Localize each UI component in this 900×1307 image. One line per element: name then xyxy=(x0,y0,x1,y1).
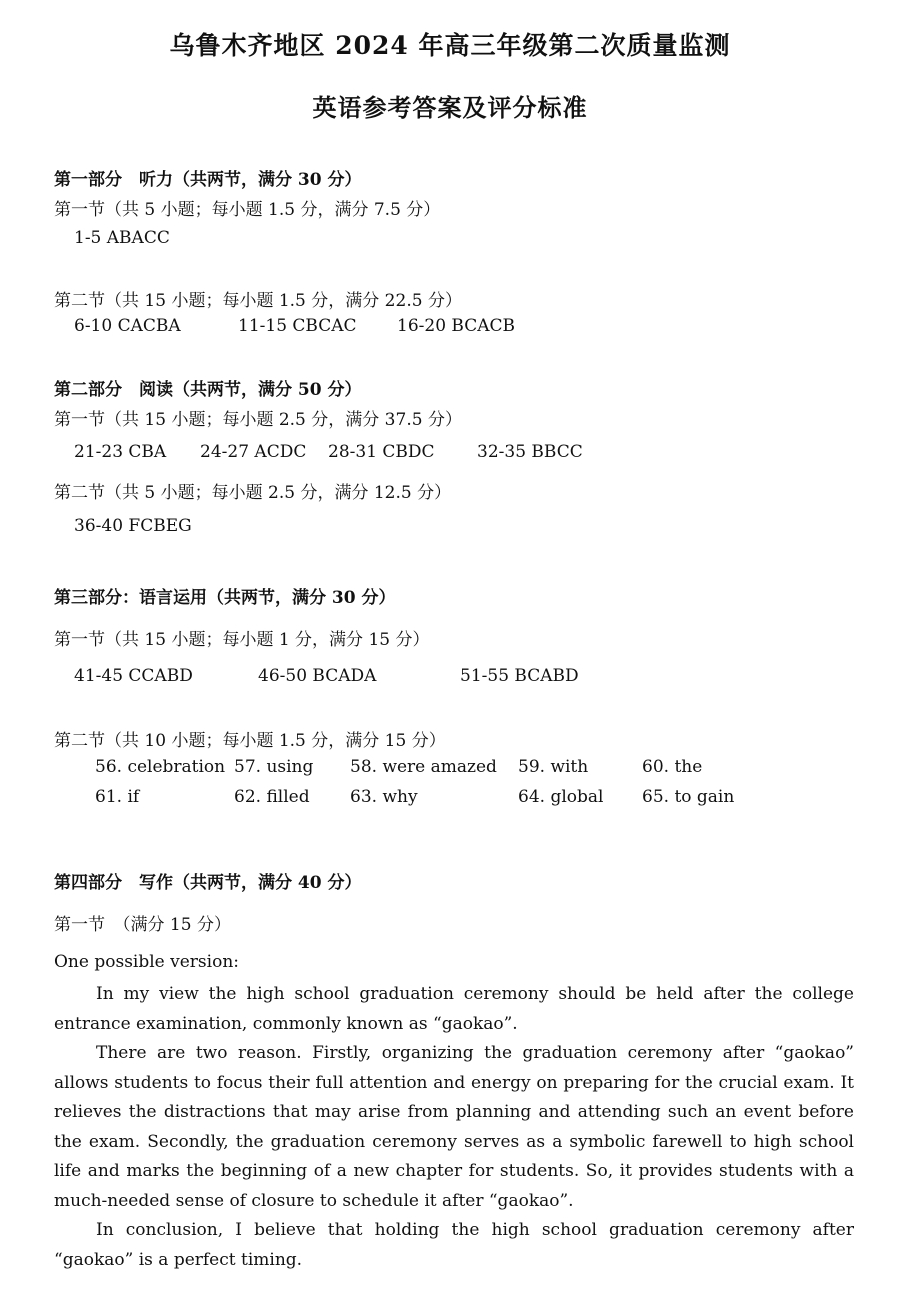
sample-essay xyxy=(54,980,854,1275)
part2-sec1-answer: 24-27 ACDC xyxy=(200,442,307,462)
part3-sec1-answer: 41-45 CCABD xyxy=(74,666,193,686)
part3-heading: 第三部分：语言运用（共两节，满分 30 分） xyxy=(54,588,396,608)
part2-sec1-answer: 21-23 CBA xyxy=(74,442,167,462)
part1-sec2-answer: 16-20 BCACB xyxy=(397,316,516,336)
part3-section2: 第二节（共 10 小题；每小题 1.5 分，满分 15 分） xyxy=(54,731,446,751)
part3-sec2-answer: 58. were amazed xyxy=(350,757,497,777)
part3-sec2-answer: 59. with xyxy=(518,757,589,777)
part1-section1: 第一节（共 5 小题；每小题 1.5 分，满分 7.5 分） xyxy=(54,200,441,220)
part3-sec2-answer: 61. if xyxy=(95,787,140,807)
part3-sec2-answer: 63. why xyxy=(350,787,418,807)
part2-sec1-answer: 28-31 CBDC xyxy=(328,442,435,462)
part1-section2: 第二节（共 15 小题；每小题 1.5 分，满分 22.5 分） xyxy=(54,291,462,311)
part2-sec2-answer: 36-40 FCBEG xyxy=(74,516,192,536)
part3-sec1-answer: 46-50 BCADA xyxy=(258,666,377,686)
version-label: One possible version: xyxy=(54,952,239,972)
part2-section1: 第一节（共 15 小题；每小题 2.5 分，满分 37.5 分） xyxy=(54,410,462,430)
part3-sec2-answer: 57. using xyxy=(234,757,314,777)
part3-sec2-answer: 56. celebration xyxy=(95,757,226,777)
part3-sec2-answer: 65. to gain xyxy=(642,787,735,807)
essay-paragraph: There are two reason. Firstly, organizing the graduation ceremony after “gaokao” allows students to focus their full attention and energy on preparing for the crucial exam. It relieves the distractions that may arise from planning and attending such an event before the exam. Secondly, the graduation ceremony serves as a symbolic farewell to high school life and marks the beginning of a new chapter for students. So, it provides students with a much-needed sense of closure to schedule it after “gaokao”. xyxy=(54,1043,854,1211)
part2-section2: 第二节（共 5 小题；每小题 2.5 分，满分 12.5 分） xyxy=(54,483,452,503)
part2-sec1-answer: 32-35 BBCC xyxy=(477,442,583,462)
part3-sec2-answer: 60. the xyxy=(642,757,703,777)
part4-heading: 第四部分 写作（共两节，满分 40 分） xyxy=(54,873,362,893)
document-subtitle: 英语参考答案及评分标准 xyxy=(312,93,588,122)
part1-sec2-answer: 6-10 CACBA xyxy=(74,316,181,336)
part4-section1: 第一节 （满分 15 分） xyxy=(54,915,231,935)
essay-paragraph: In my view the high school graduation ceremony should be held after the college entrance examination, commonly known as “gaokao”. xyxy=(54,984,854,1034)
part3-section1: 第一节（共 15 小题；每小题 1 分，满分 15 分） xyxy=(54,630,430,650)
document-title: 乌鲁木齐地区 2024 年高三年级第二次质量监测 xyxy=(169,31,731,60)
part1-sec1-answer: 1-5 ABACC xyxy=(74,228,170,248)
part3-sec2-answer: 62. filled xyxy=(234,787,310,807)
part3-sec1-answer: 51-55 BCABD xyxy=(460,666,579,686)
part3-sec2-answer: 64. global xyxy=(518,787,604,807)
part2-heading: 第二部分 阅读（共两节，满分 50 分） xyxy=(54,380,362,400)
part1-sec2-answer: 11-15 CBCAC xyxy=(238,316,357,336)
essay-paragraph: In conclusion, I believe that holding the high school graduation ceremony after “gaokao” is a perfect timing. xyxy=(54,1220,854,1270)
part1-heading: 第一部分 听力（共两节，满分 30 分） xyxy=(54,170,362,190)
